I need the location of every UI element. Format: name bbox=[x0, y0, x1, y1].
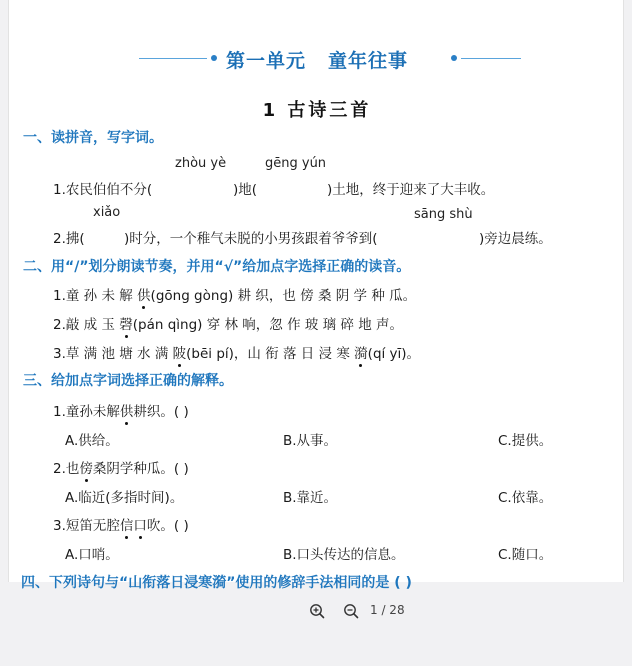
s3-q1: 1.童孙未解供耕织。( ) bbox=[53, 404, 189, 420]
s3-q2-option-b: B.靠近。 bbox=[283, 490, 338, 506]
s3-q1-option-b: B.从事。 bbox=[283, 433, 338, 449]
pinyin-zhouye: zhòu yè bbox=[175, 156, 227, 171]
section-1-heading: 一、读拼音，写字词。 bbox=[23, 130, 163, 146]
s1-q1-part-c: )土地，终于迎来了大丰收。 bbox=[327, 182, 495, 198]
s2-line-3: 3.草 满 池 塘 水 满 陂(bēi pí)，山 衔 落 日 浸 寒 漪(qí yī)。 bbox=[53, 346, 421, 362]
pinyin-sangshu: sāng shù bbox=[414, 207, 473, 222]
section-4-heading-cutoff bbox=[9, 568, 625, 591]
s1-q1-part-a: 1.农民伯伯不分( bbox=[53, 182, 153, 198]
pinyin-xiao: xiǎo bbox=[93, 205, 121, 220]
pinyin-gengyun: gēng yún bbox=[265, 156, 327, 171]
section-3-heading: 三、给加点字词选择正确的解释。 bbox=[23, 373, 233, 389]
s3-q1-option-c: C.提供。 bbox=[498, 433, 553, 449]
unit-title: 第一单元 童年往事 bbox=[225, 50, 409, 72]
s3-q1-option-a: A.供给。 bbox=[65, 433, 119, 449]
s3-q3-option-c: C.随口。 bbox=[498, 547, 553, 563]
document-page bbox=[8, 0, 624, 591]
s3-q2: 2.也傍桑阴学种瓜。( ) bbox=[53, 461, 189, 477]
zoom-in-icon[interactable] bbox=[309, 603, 325, 619]
s2-line-2: 2.敲 成 玉 磬(pán qìng) 穿 林 响，忽 作 玻 璃 碎 地 声。 bbox=[53, 317, 404, 333]
s3-q2-option-a: A.临近(多指时间)。 bbox=[65, 490, 184, 506]
s1-q1-part-b: )地( bbox=[233, 182, 258, 198]
s3-q2-option-c: C.依靠。 bbox=[498, 490, 553, 506]
title-deco-line-right bbox=[461, 58, 521, 59]
zoom-out-icon[interactable] bbox=[343, 603, 359, 619]
s1-q2-part-b: )时分，一个稚气未脱的小男孩跟着爷爷到( bbox=[124, 231, 378, 247]
s2-line-1: 1.童 孙 未 解 供(gōng gòng) 耕 织，也 傍 桑 阴 学 种 瓜。 bbox=[53, 288, 417, 304]
s3-q3-option-b: B.口头传达的信息。 bbox=[283, 547, 405, 563]
s1-q2-part-a: 2.拂( bbox=[53, 231, 85, 247]
title-deco-dot-right bbox=[451, 55, 457, 61]
section-2-heading: 二、用“/”划分朗读节奏，并用“√”给加点字选择正确的读音。 bbox=[23, 259, 411, 275]
page-indicator: 1 / 28 bbox=[370, 603, 405, 617]
s3-q3: 3.短笛无腔信口吹。( ) bbox=[53, 518, 189, 534]
section-4-heading: 四、下列诗句与“山衔落日浸寒漪”使用的修辞手法相同的是 ( ) bbox=[21, 575, 412, 591]
s3-q3-option-a: A.口哨。 bbox=[65, 547, 119, 563]
lesson-title: 1 古诗三首 bbox=[262, 100, 372, 121]
s1-q2-part-c: )旁边晨练。 bbox=[479, 231, 552, 247]
